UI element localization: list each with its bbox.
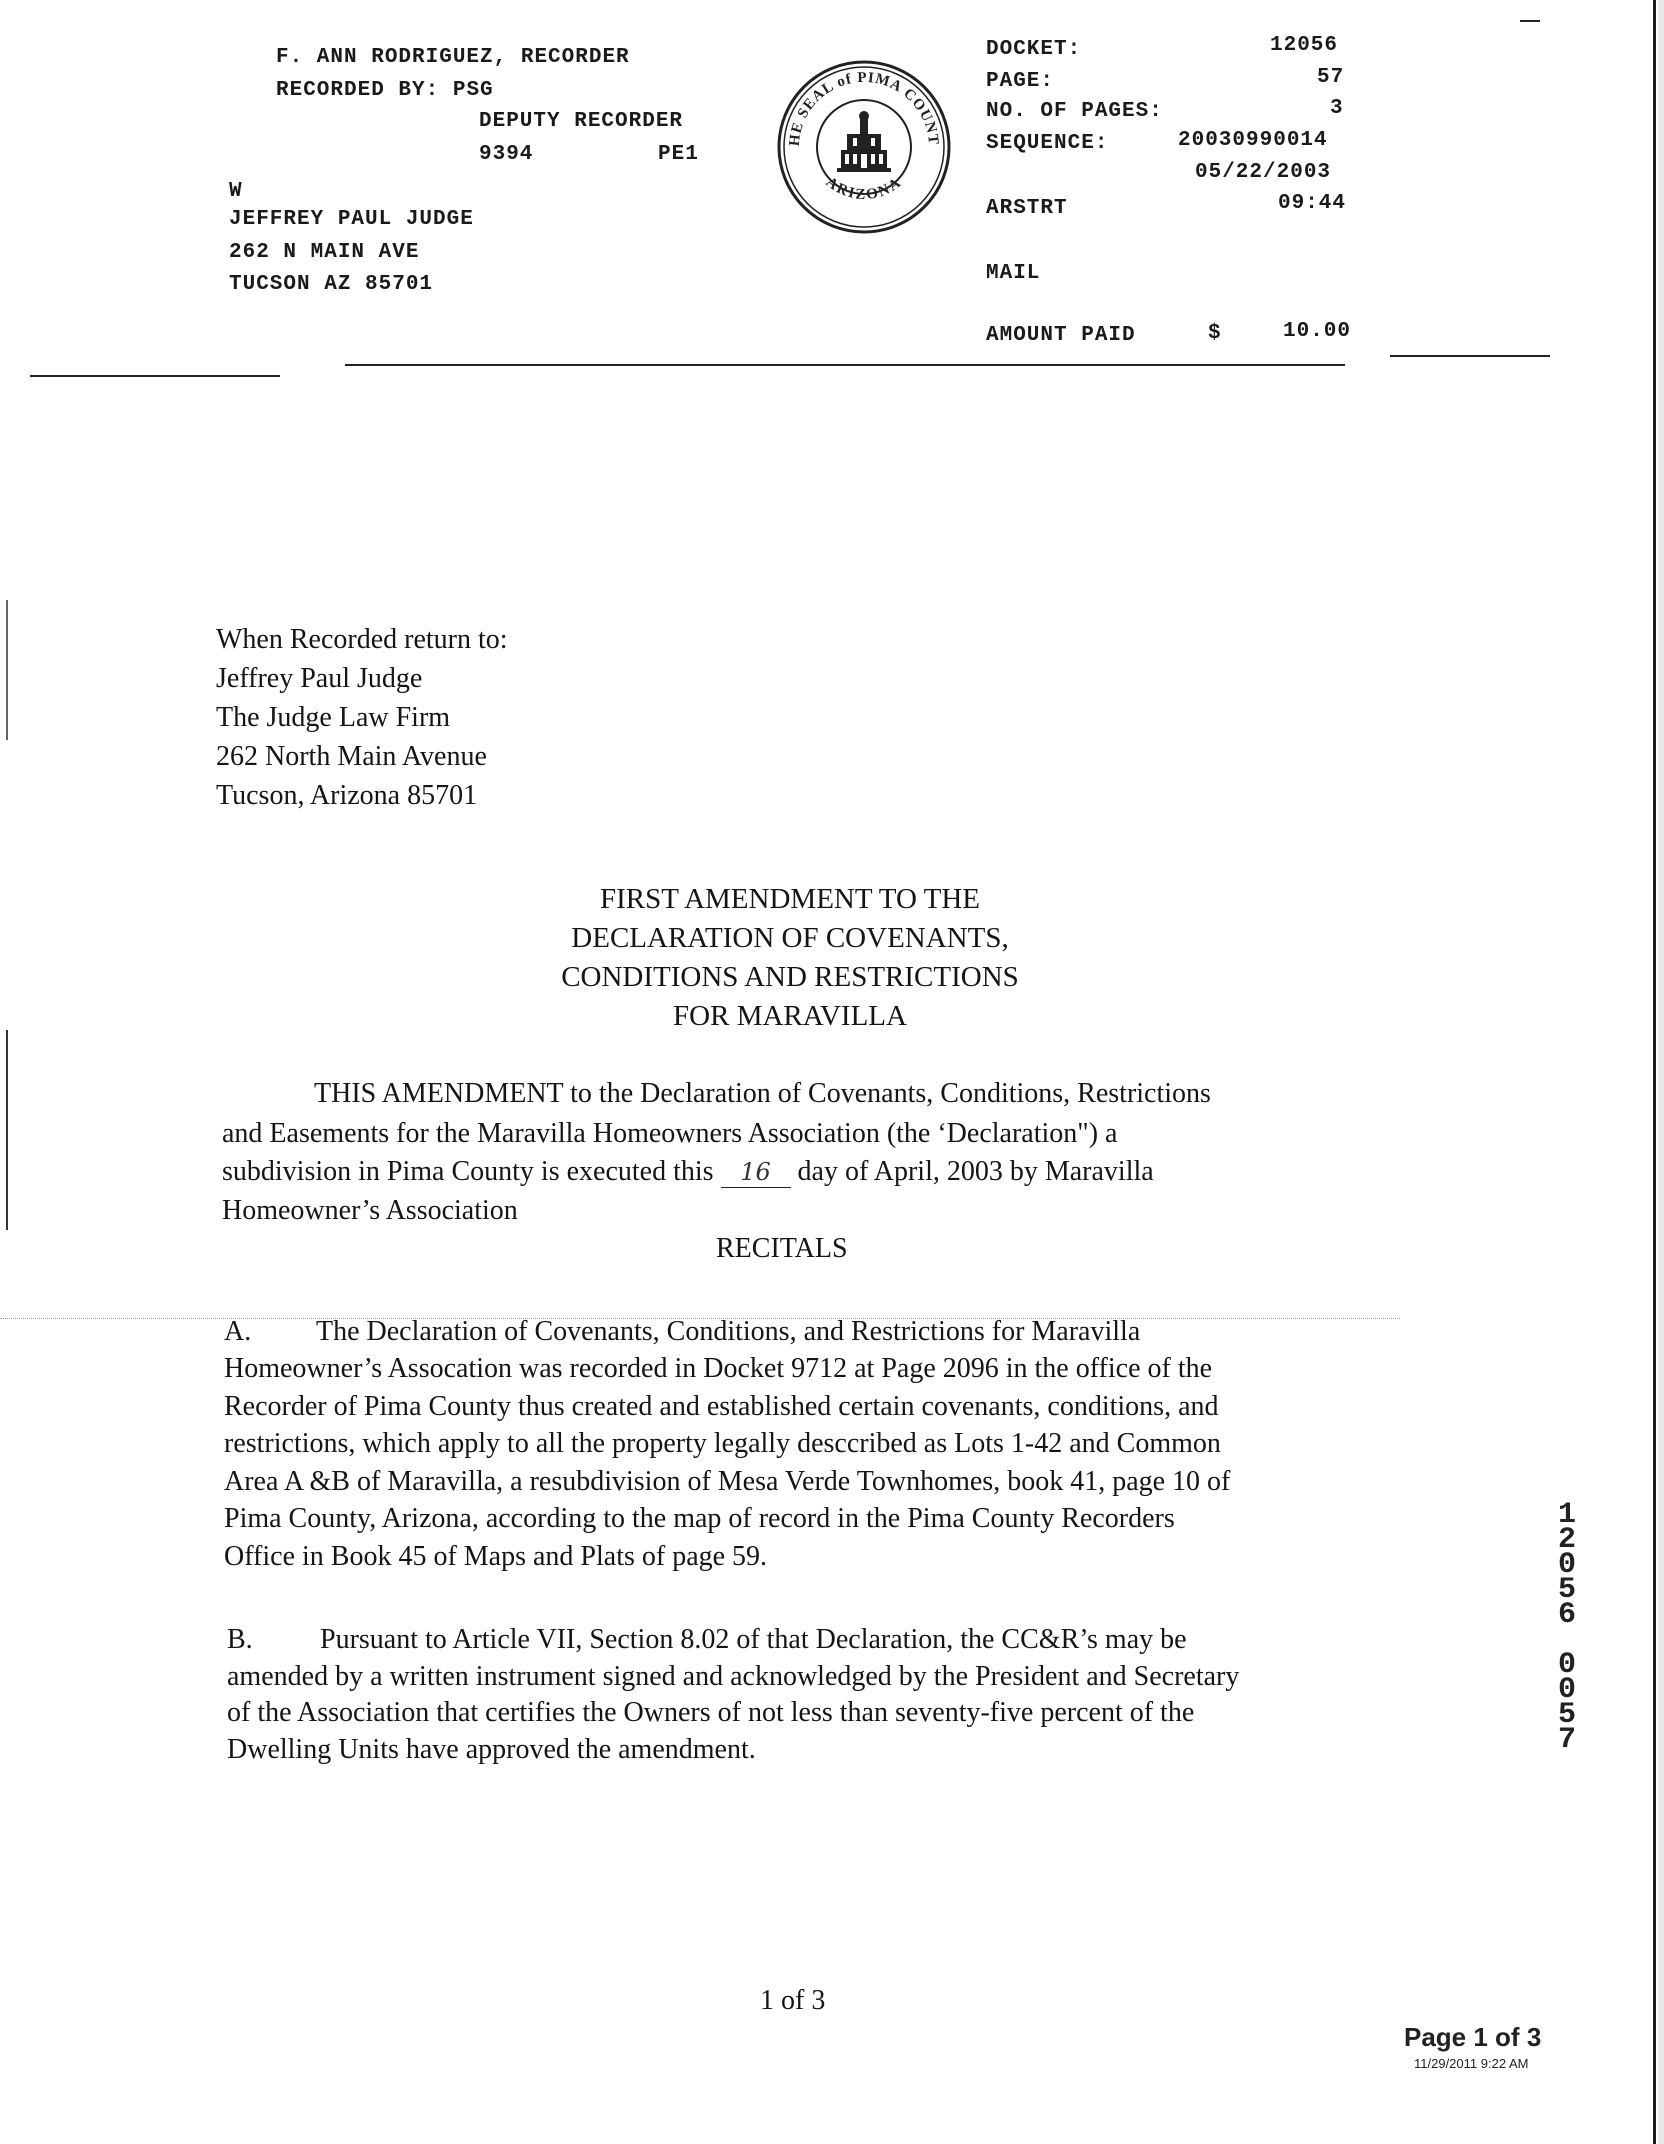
arstrt-label: ARSTRT	[986, 197, 1068, 220]
intro-line-2: and Easements for the Maravilla Homeowners Association (the ‘Declaration") a	[222, 1118, 1118, 1149]
intro-line-1: THIS AMENDMENT to the Declaration of Covenants, Conditions, Restrictions	[314, 1078, 1211, 1109]
deputy-code: PE1	[658, 143, 699, 166]
recital-b-line-3: of the Association that certifies the Owners of not less than seventy-five percent of the	[227, 1697, 1195, 1728]
header-rule-mid	[345, 364, 1345, 366]
title-line-1: FIRST AMENDMENT TO THE	[599, 883, 981, 915]
intro-line-3-end: day of April, 2003 by Maravilla	[797, 1156, 1154, 1187]
recital-a-line-5: Area A &B of Maravilla, a resubdivision of Mesa Verde Townhomes, book 41, page 10 of	[224, 1466, 1231, 1497]
stamp-char: 5	[1557, 1698, 1576, 1732]
page-footer: 1 of 3	[760, 1985, 826, 2016]
recorder-name: F. ANN RODRIGUEZ, RECORDER	[276, 46, 630, 69]
stamp-char: 2	[1557, 1523, 1576, 1557]
return-heading: When Recorded return to:	[216, 624, 508, 655]
return-code: W	[229, 180, 243, 203]
amount-label: AMOUNT PAID	[986, 324, 1136, 347]
return-line-street: 262 North Main Avenue	[216, 741, 487, 772]
sequence-value: 20030990014	[1178, 129, 1328, 152]
header-rule-left	[30, 375, 280, 377]
return-address-block	[216, 620, 508, 815]
stamp-char: 7	[1557, 1723, 1576, 1757]
scan-margin-mark	[6, 600, 8, 740]
seal-top-text: HE SEAL of PIMA COUNT	[786, 69, 942, 147]
pima-county-seal	[775, 58, 953, 236]
return-line-name: Jeffrey Paul Judge	[216, 663, 423, 694]
title-line-2: DECLARATION OF COVENANTS,	[571, 922, 1009, 954]
svg-text:THE SEAL of PIMA COUNTY	[775, 58, 941, 147]
print-page-number: Page 1 of 3	[1404, 2022, 1542, 2052]
recorded-by-value: PSG	[452, 79, 494, 102]
amount-value: 10.00	[1283, 320, 1352, 343]
print-timestamp: 11/29/2011 9:22 AM	[1414, 2056, 1529, 2071]
execution-day-field	[721, 1157, 791, 1188]
recital-a-line-6: Pima County, Arizona, according to the map of record in the Pima County Recorders	[224, 1503, 1175, 1534]
pages-value: 3	[1330, 97, 1344, 120]
scan-margin-mark	[6, 1030, 8, 1230]
recital-b-line-2: amended by a written instrument signed and acknowledged by the President and Secretary	[227, 1661, 1240, 1692]
sequence-label: SEQUENCE:	[986, 132, 1109, 155]
recital-a-line-7: Office in Book 45 of Maps and Plats of page 59.	[224, 1541, 768, 1572]
recital-a-label: A.	[224, 1316, 252, 1347]
stamp-char: 0	[1557, 1548, 1576, 1582]
header-rule-right	[1390, 355, 1550, 357]
svg-text:ARIZONA	[823, 174, 905, 203]
return-line-city: Tucson, Arizona 85701	[216, 780, 478, 811]
amount-currency: $	[1208, 322, 1222, 345]
addressee-name: JEFFREY PAUL JUDGE	[229, 208, 474, 231]
return-line-firm: The Judge Law Firm	[216, 702, 451, 733]
pages-label: NO. OF PAGES:	[986, 100, 1163, 123]
vertical-docket-stamp	[1550, 1498, 1584, 1757]
intro-line-3-start: subdivision in Pima County is executed this	[222, 1156, 714, 1187]
deputy-number: 9394	[479, 143, 534, 166]
docket-label: DOCKET:	[986, 38, 1082, 61]
corner-mark	[1520, 20, 1540, 22]
recital-a-line-1: The Declaration of Covenants, Conditions, and Restrictions for Maravilla	[316, 1316, 1141, 1347]
deputy-recorder: DEPUTY RECORDER	[479, 110, 684, 133]
recitals-heading: RECITALS	[716, 1233, 848, 1264]
intro-line-3	[222, 1153, 1154, 1191]
document-title	[360, 880, 1220, 1036]
record-time: 09:44	[1278, 192, 1347, 215]
mail-label: MAIL	[986, 262, 1041, 285]
scan-edge-line	[1653, 0, 1656, 2144]
docket-value: 12056	[1270, 34, 1339, 57]
stamp-char: 1	[1557, 1498, 1576, 1532]
recital-a-line-4: restrictions, which apply to all the property legally desccribed as Lots 1-42 and Common	[224, 1428, 1221, 1459]
title-line-3: CONDITIONS AND RESTRICTIONS	[561, 961, 1019, 993]
stamp-char: 0	[1557, 1673, 1576, 1707]
recital-a-line-2: Homeowner’s Assocation was recorded in Docket 9712 at Page 2096 in the office of the	[224, 1353, 1213, 1384]
addressee-city: TUCSON AZ 85701	[229, 273, 434, 296]
recital-a-line-3: Recorder of Pima County thus created and established certain covenants, conditions, and	[224, 1391, 1219, 1422]
stamp-char: 0	[1557, 1648, 1576, 1682]
title-line-4: FOR MARAVILLA	[673, 1000, 907, 1032]
recorded-by	[276, 79, 494, 102]
record-date: 05/22/2003	[1195, 161, 1332, 184]
page-label: PAGE:	[986, 70, 1055, 93]
recorded-by-label: RECORDED BY:	[276, 79, 440, 102]
recital-b-line-4: Dwelling Units have approved the amendment.	[227, 1734, 756, 1765]
recital-b-line-1: Pursuant to Article VII, Section 8.02 of that Declaration, the CC&R’s may be	[320, 1624, 1187, 1655]
intro-line-4: Homeowner’s Association	[222, 1195, 518, 1226]
recital-b-label: B.	[227, 1624, 253, 1655]
stamp-char: 6	[1557, 1598, 1576, 1632]
page-value: 57	[1317, 66, 1345, 89]
stamp-char: 5	[1557, 1573, 1576, 1607]
seal-bottom-text: ARIZONA	[822, 174, 906, 204]
execution-day-handwritten: 16	[740, 1158, 771, 1186]
scan-edge-shadow	[1658, 0, 1664, 2144]
addressee-street: 262 N MAIN AVE	[229, 241, 420, 264]
seal-icon	[775, 58, 953, 236]
